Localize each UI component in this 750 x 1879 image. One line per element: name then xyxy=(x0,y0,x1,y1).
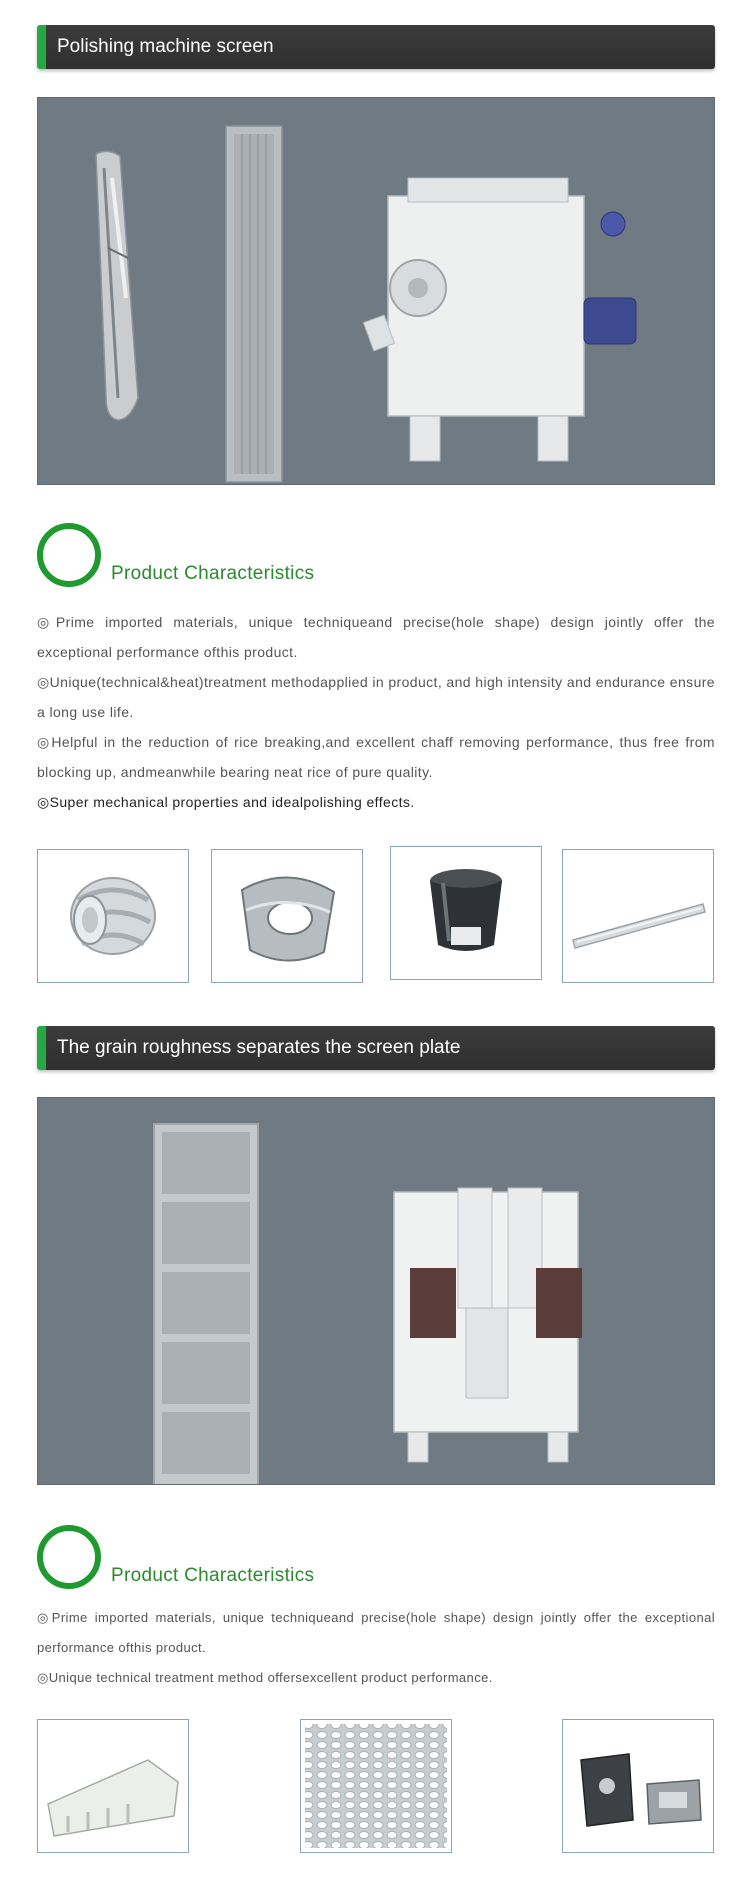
product-image-roughness-separator xyxy=(37,1097,715,1485)
thumbnail-screw-roller[interactable] xyxy=(37,849,189,983)
cylinder-sleeve-image xyxy=(391,847,541,979)
characteristics-heading-2 xyxy=(37,1525,437,1595)
roughness-separator-illustration xyxy=(38,1098,715,1485)
characteristic-paragraph: ◎Prime imported materials, unique techniqueand precise(hole shape) design jointly offer the exceptional performance ofthis product. xyxy=(37,1610,715,1655)
section-header-polishing-screen xyxy=(37,25,715,69)
characteristics-heading-1 xyxy=(37,523,437,593)
thumbnail-flat-bar[interactable] xyxy=(562,849,714,983)
flat-bar-image xyxy=(563,850,713,982)
ring-icon xyxy=(37,1525,101,1589)
product-image-polishing-screen xyxy=(37,97,715,485)
disc-plate-image xyxy=(212,850,362,982)
section-title: The grain roughness separates the screen plate xyxy=(57,1037,461,1058)
thumbnail-perforated-plate[interactable] xyxy=(300,1719,452,1853)
separator-frame-image xyxy=(38,1720,188,1852)
characteristics-title: Product Characteristics xyxy=(111,563,315,584)
thumbnail-separator-frame[interactable] xyxy=(37,1719,189,1853)
thumbnail-cylinder-sleeve[interactable] xyxy=(390,846,542,980)
polishing-machine-illustration xyxy=(38,98,715,485)
characteristic-paragraph: ◎Prime imported materials, unique techniqueand precise(hole shape) design jointly offer the exceptional performance ofthis product. xyxy=(37,614,715,660)
thumbnail-brackets[interactable] xyxy=(562,1719,714,1853)
brackets-image xyxy=(563,1720,713,1852)
section-header-roughness-separator xyxy=(37,1026,715,1070)
section-title: Polishing machine screen xyxy=(57,36,274,57)
characteristic-paragraph: ◎Unique technical treatment method offersexcellent product performance. xyxy=(37,1670,493,1685)
characteristic-paragraph: ◎Helpful in the reduction of rice breaking,and excellent chaff removing performance, thus free from blocking up, andmeanwhile bearing neat rice of pure quality. xyxy=(37,734,715,780)
characteristics-title: Product Characteristics xyxy=(111,1565,315,1586)
screw-roller-image xyxy=(38,850,188,982)
perforated-plate-image xyxy=(301,1720,451,1852)
thumbnail-disc-plate[interactable] xyxy=(211,849,363,983)
characteristic-paragraph: ◎Super mechanical properties and idealpolishing effects. xyxy=(37,794,415,810)
characteristic-paragraph: ◎Unique(technical&heat)treatment methodapplied in product, and high intensity and endurance ensure a long use life. xyxy=(37,674,715,720)
ring-icon xyxy=(37,523,101,587)
